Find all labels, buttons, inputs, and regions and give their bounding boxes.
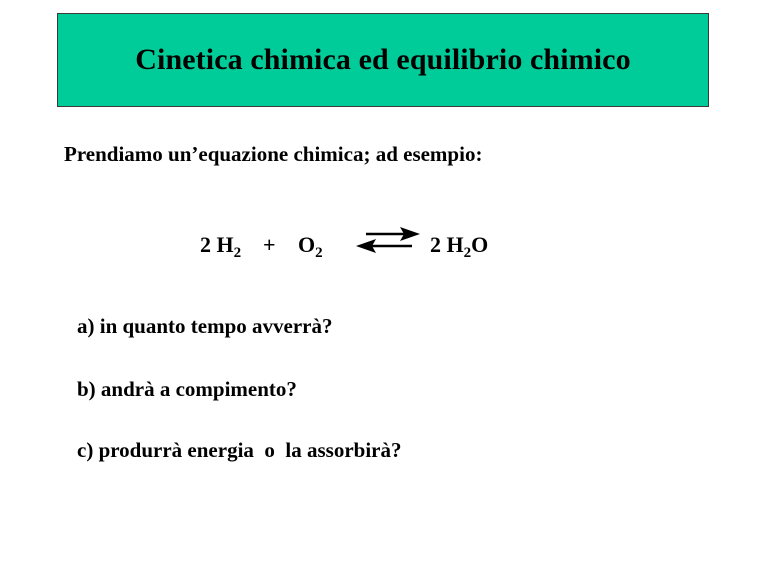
- question-b: b) andrà a compimento?: [77, 377, 297, 401]
- plus-sign: +: [263, 232, 276, 257]
- title-box: [57, 13, 709, 107]
- equilibrium-arrows-icon: [354, 224, 424, 264]
- intro-text: Prendiamo un’equazione chimica; ad esempio:: [64, 142, 483, 166]
- question-c: c) produrrà energia o la assorbirà?: [77, 438, 402, 462]
- reactant-hydrogen: 2 $H_2$: [200, 232, 242, 261]
- product-water: 2 $H_2O$: [430, 232, 489, 261]
- question-a: a) in quanto tempo avverrà?: [77, 314, 333, 338]
- slide-title: Cinetica chimica ed equilibrio chimico: [135, 43, 631, 76]
- reactant-oxygen: $O_2$: [298, 232, 323, 261]
